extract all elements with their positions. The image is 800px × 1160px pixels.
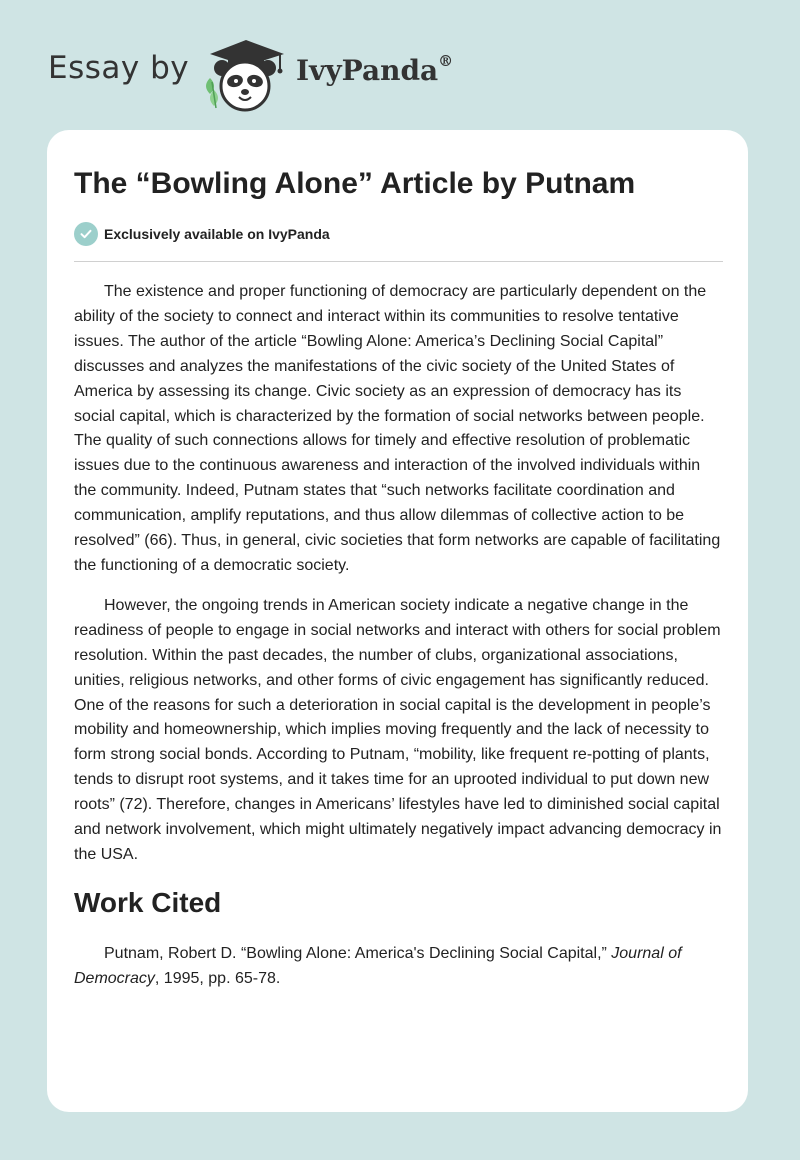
- registered-mark: ®: [438, 52, 454, 70]
- citation-post: , 1995, pp. 65-78.: [154, 969, 281, 987]
- article-card: [47, 130, 748, 1112]
- citation-pre: Putnam, Robert D. “Bowling Alone: America's Declining Social Capital,”: [104, 944, 612, 962]
- brand-name[interactable]: [296, 54, 453, 87]
- article-body: [74, 280, 724, 992]
- title-divider: [74, 261, 723, 262]
- exclusive-badge: [74, 222, 330, 246]
- check-circle-icon: [74, 222, 98, 246]
- site-header: [0, 0, 800, 130]
- citation-entry: [74, 942, 724, 992]
- citation-journal: Journal of Democracy: [74, 944, 682, 987]
- paragraph: However, the ongoing trends in American society indicate a negative change in the readiness of people to engage in social networks and interact with others for social problem resolution. Within the past decades, the number of clubs, organizational associations, unities, religious networks, and other forms of civic engagement has significantly reduced. One of the reasons for such a deterioration in social capital is the development in people’s mobility and homeownership, which implies moving frequently and the lack of necessity to form strong social bonds. According to Putnam, “mobility, like frequent re-potting of plants, tends to disrupt root systems, and it takes time for an uprooted individual to put down new roots” (72). Therefore, changes in Americans’ lifestyles have led to diminished social capital and network involvement, which might ultimately negatively impact advancing democracy in the USA.: [74, 596, 722, 863]
- article-title: The “Bowling Alone” Article by Putnam: [74, 167, 636, 200]
- exclusive-label: Exclusively available on IvyPanda: [104, 226, 330, 242]
- essay-by-label: Essay by: [48, 50, 190, 86]
- panda-graduate-icon[interactable]: [200, 34, 292, 112]
- brand-text: IvyPanda: [296, 54, 439, 87]
- paragraph: The existence and proper functioning of democracy are particularly dependent on the ability of the society to connect and interact within its communities to resolve tentative issues. The author of the article “Bowling Alone: America’s Declining Social Capital” discusses and analyzes the manifestations of the civic society of the United States of America by assessing its change. Civic society as an expression of democracy has its social capital, which is characterized by the formation of social networks between people. The quality of such connections allows for timely and effective resolution of problematic issues due to the continuous awareness and interaction of the involved individuals within the community. Indeed, Putnam states that “such networks facilitate coordination and communication, amplify reputations, and thus allow dilemmas of collective action to be resolved” (66). Thus, in general, civic societies that form networks are capable of facilitating the functioning of a democratic society.: [74, 283, 721, 574]
- work-cited-heading: Work Cited: [74, 886, 222, 918]
- ivy-leaf-icon: [206, 78, 218, 108]
